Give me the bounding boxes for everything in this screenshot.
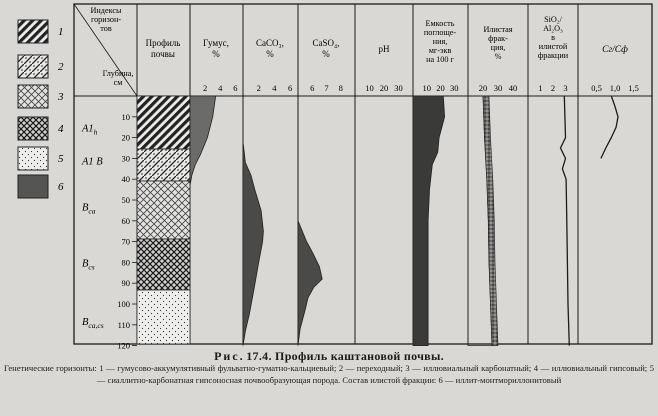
horizon-label-sub: h	[93, 127, 98, 137]
curve-caco3	[243, 142, 263, 346]
depth-tick-label: 70	[121, 236, 130, 247]
header-humus-1: Гумус,	[203, 38, 229, 48]
curve-humus	[190, 96, 216, 185]
scale-tick-label-ph: 10	[365, 83, 374, 93]
caption-text: . 17.4. Профиль каштановой почвы.	[239, 349, 444, 363]
legend	[18, 20, 64, 198]
header-corner-top-1: Индексы	[90, 6, 122, 15]
header-corner-top-2: горизон-	[90, 15, 122, 24]
scale-tick-label-sio2: 3	[563, 83, 568, 93]
scale-tick-label-sio2: 1	[538, 83, 543, 93]
scale-tick-label-caco3: 2	[256, 83, 261, 93]
legend-label-5: 5	[58, 153, 64, 165]
depth-tick-label: 40	[121, 174, 130, 185]
depth-tick-label: 10	[121, 111, 130, 122]
legend-item-5	[18, 147, 64, 170]
scale-tick-label-caso4: 6	[310, 83, 315, 93]
horizon-label: $A1_h$	[82, 123, 98, 137]
header-clay-3: ция,	[490, 43, 506, 52]
header-capacity-5: на 100 г	[426, 55, 454, 64]
figure-description: Генетические горизонты: 1 — гумусово-аккумулятивный фульватно-гуматно-кальциевый; 2 — переходный; 3 — иллювиальный карбонатный; 4 — иллювиальный гипсовый; 5 — сиаллитно-карбонатная гипсоносная почвообразующая порода. Состав илистой фракции: 6 — иллит-монтмориллонитовый	[4, 363, 654, 385]
header-capacity-2: поглоще-	[423, 28, 457, 37]
scale-tick-label-capacity: 10	[422, 83, 431, 93]
legend-item-3	[18, 85, 64, 108]
scale-tick-label-sio2: 2	[550, 83, 556, 93]
scale-tick-label-caco3: 6	[288, 83, 293, 93]
header-sio2-4: илистой	[538, 42, 568, 51]
depth-tick-label: 50	[121, 195, 130, 205]
legend-item-4	[18, 117, 64, 140]
header-profile-1: Профиль	[145, 38, 181, 48]
horizon-labels	[81, 123, 104, 329]
legend-item-6	[18, 175, 64, 198]
curve-caso4	[298, 221, 322, 346]
legend-label-6: 6	[58, 181, 64, 193]
scale-tick-label-humus: 6	[233, 83, 238, 93]
header-sio2-3: в	[551, 33, 555, 42]
scale-tick-label-clay: 20	[478, 83, 488, 93]
scale-tick-label-ph: 30	[394, 83, 403, 93]
header-corner-top-3: тов	[100, 24, 112, 33]
profile-layer-3	[137, 181, 190, 239]
horizon-label-sub: ca	[88, 206, 96, 216]
scale-tick-label-caso4: 7	[324, 83, 329, 93]
header-caco3-2: %	[266, 49, 274, 59]
profile-layer-2	[137, 149, 190, 181]
header-ratio: Cг/Cф	[602, 45, 628, 55]
horizon-label: $B_{ca,cs}$	[82, 316, 104, 330]
profile-layer-1	[137, 96, 190, 149]
caption-prefix: Рис	[214, 349, 240, 363]
header	[90, 6, 628, 87]
scale-tick-label-clay: 40	[508, 83, 518, 93]
header-capacity-3: ния,	[432, 37, 448, 46]
depth-tick-label: 110	[117, 319, 130, 330]
profile-layer-5	[137, 290, 190, 344]
scale-tick-label-capacity: 20	[436, 83, 445, 93]
legend-label-2: 2	[58, 61, 64, 73]
scale-tick-label-ratio: 1,5	[628, 83, 639, 93]
scale-tick-label-caco3: 4	[272, 83, 277, 93]
horizon-label: $B_{cs}$	[82, 258, 95, 272]
scale-tick-label-clay: 30	[493, 83, 503, 93]
scale-tick-label-ratio: 1,0	[609, 83, 621, 93]
depth-tick-label: 60	[121, 215, 130, 226]
header-caso4-1: CaSO₄,	[312, 38, 340, 48]
header-caso4-2: %	[322, 49, 330, 59]
scale-tick-label-ratio: 0,5	[591, 83, 602, 93]
header-sio2-5: фракции	[537, 51, 569, 60]
legend-item-1	[18, 20, 64, 43]
depth-tick-label: 20	[121, 132, 130, 143]
header-humus-2: %	[212, 49, 220, 59]
horizon-label-sub: cs	[88, 262, 95, 272]
header-sio2-1: SiO₂/	[544, 15, 562, 24]
scale-tick-label-ph: 20	[379, 83, 389, 93]
curve-capacity	[413, 96, 445, 346]
horizon-label-sub: ca,cs	[88, 320, 104, 330]
header-clay-1: Илистая	[483, 25, 513, 34]
header-corner-bottom-2: см	[113, 78, 123, 87]
header-corner-bottom-1: Глубина,	[102, 69, 134, 78]
curves	[190, 96, 618, 346]
depth-tick-label: 90	[121, 278, 130, 289]
header-caco3-1: CaCO₃,	[256, 38, 284, 48]
legend-label-4: 4	[58, 123, 64, 135]
depth-tick-label: 80	[121, 257, 130, 268]
scale-tick-label-humus: 2	[203, 83, 208, 93]
header-sio2-2: Al₂O₃	[543, 24, 563, 33]
scale-tick-label-capacity: 30	[450, 83, 459, 93]
legend-item-2	[18, 55, 64, 78]
curve-sio2	[561, 96, 570, 346]
header-capacity-1: Емкость	[425, 19, 455, 28]
header-ph: pH	[378, 44, 390, 54]
header-profile-2: почвы	[151, 49, 175, 59]
depth-axis	[117, 112, 137, 350]
profile-layer-4	[137, 239, 190, 290]
horizon-label: $B_{ca}$	[82, 202, 96, 216]
legend-label-1: 1	[58, 26, 64, 38]
legend-label-3: 3	[58, 91, 64, 103]
horizon-label: A1 B	[82, 156, 103, 168]
scale-tick-label-humus: 4	[218, 83, 223, 93]
depth-tick-label: 30	[121, 153, 130, 164]
figure-caption	[0, 349, 658, 364]
header-capacity-4: мг-экв	[428, 46, 452, 55]
profile-column	[137, 96, 190, 344]
curve-clay-band	[483, 96, 498, 346]
scale-labels	[203, 83, 639, 93]
scale-tick-label-caso4: 8	[338, 83, 343, 93]
curve-ratio	[601, 96, 618, 158]
depth-tick-label: 120	[117, 340, 130, 350]
header-clay-2: фрак-	[488, 34, 508, 43]
header-clay-4: %	[494, 52, 502, 61]
depth-tick-label: 100	[117, 299, 130, 309]
